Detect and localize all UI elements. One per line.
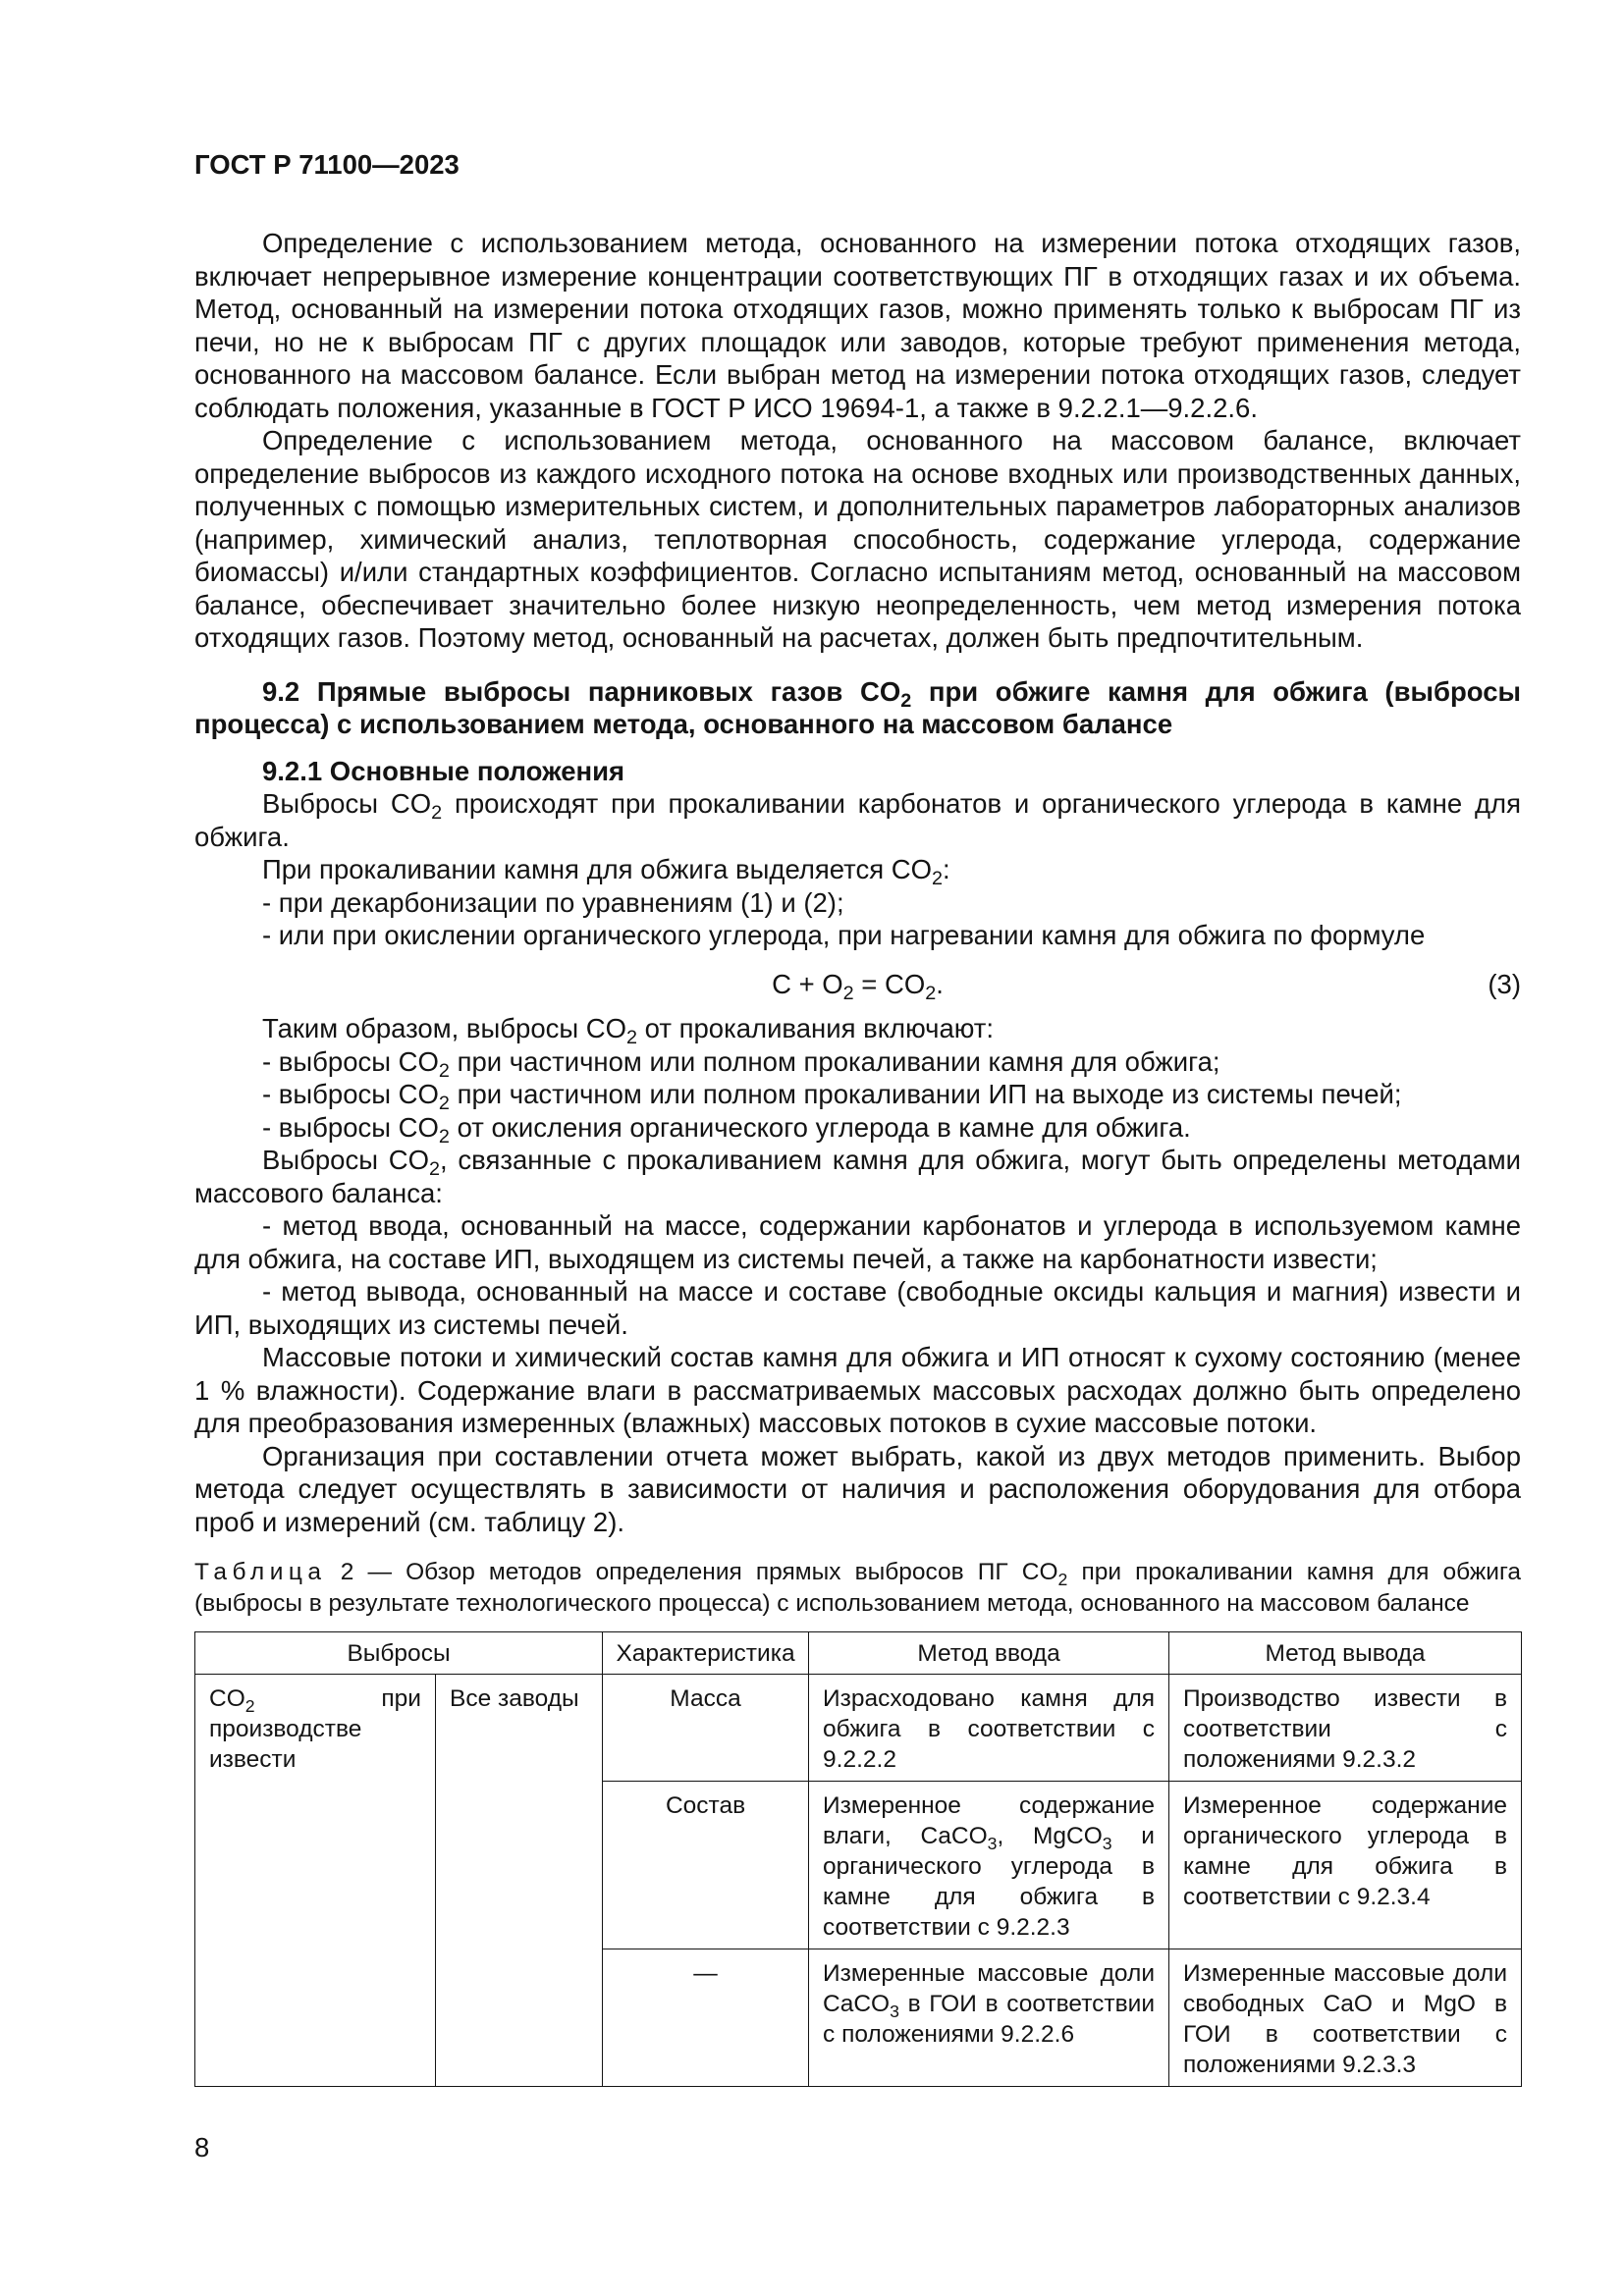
table-cell-output-method [1169, 1782, 1522, 1949]
subscript: 2 [925, 982, 937, 1004]
page-content [194, 227, 1521, 2087]
table-caption-label: Таблица [194, 1559, 327, 1585]
page-number: 8 [194, 2132, 210, 2163]
list-item-decarbonization: - при декарбонизации по уравнениям (1) и (2); [262, 886, 844, 918]
text-run: При прокаливании камня для обжига выделяется CO [262, 854, 932, 884]
text-run: от окисления органического углерода в камне для обжига. [449, 1111, 1191, 1143]
table-header-input-method: Метод ввода [809, 1632, 1169, 1675]
subscript: 2 [244, 1695, 255, 1716]
list-item-calcination-stone [194, 1045, 1521, 1082]
subscript: 2 [900, 689, 912, 712]
formula-expression [772, 968, 944, 1004]
text-run: от прокаливания включают: [637, 1013, 994, 1043]
paragraph-mass-balance: Определение с использованием метода, основанного на массовом балансе, включает определение выбросов из каждого исходного потока на основе входных или производственных данных, полученных с помощью измерительных систем, и дополнительных параметров лабораторных анализов (например, химический анализ, теплотворная способность, содержание углерода, содержание биомассы) и/или стандартных коэффициентов. Согласно испытаниям метод, основанный на массовом балансе, обеспечивает значительно более низкую неопределенность, чем метод измерения потока отходящих газов. Поэтому метод, основанный на расчетах, должен быть предпочтительным. [194, 425, 1521, 653]
table-caption [194, 1557, 1521, 1619]
table-cell-scope: Все заводы [436, 1675, 603, 2087]
text-run: - выбросы CO [262, 1079, 439, 1109]
table-header-characteristic: Характеристика [603, 1632, 809, 1675]
list-item-output-method: - метод вывода, основанный на массе и составе (свободные оксиды кальция и магния) извести и ИП, выходящих из системы печей. [194, 1276, 1521, 1340]
paragraph-mass-balance-methods [194, 1144, 1521, 1209]
text-run: Измеренные массовые доли CaCO [823, 1960, 1156, 2018]
section-9-2-1-heading: 9.2.1 Основные положения [262, 755, 625, 786]
text-run: : [943, 854, 950, 884]
paragraph-emission-sources [194, 787, 1521, 853]
text-run: в ГОИ в соответствии с положениями 9.2.2.6 [823, 1991, 1156, 2049]
text-run: Измеренное содержание органического углерода в камне для обжига в соответствии с 9.2.3.4 [1183, 1792, 1508, 1911]
subscript: 2 [626, 1027, 638, 1049]
text-run: , MgCO [997, 1823, 1103, 1850]
text-run: происходят при прокаливании карбонатов и органического углерода в камне для обжига. [194, 788, 1521, 852]
subscript: 2 [438, 1093, 450, 1115]
list-item-calcination-dust [194, 1078, 1521, 1115]
text-run: Измеренные массовые доли свободных CaO и MgO в ГОИ в соответствии с положениями 9.2.3.3 [1183, 1960, 1508, 2079]
table-cell-characteristic: — [603, 1949, 809, 2087]
list-item-input-method: - метод ввода, основанный на массе, содержании карбонатов и углерода в используемом камне для обжига, на составе ИП, выходящем из системы печей, а также на карбонатности извести; [194, 1210, 1521, 1274]
paragraph-calcination-release [194, 853, 1521, 890]
subscript: 2 [438, 1125, 450, 1148]
table-head [195, 1632, 1522, 1675]
subscript: 3 [890, 2001, 899, 2021]
subscript: 3 [987, 1833, 998, 1853]
text-run: при частичном или полном прокаливании ИП на выходе из системы печей; [449, 1079, 1402, 1109]
text-run: при прокаливании камня для обжига (выбросы в результате технологического процесса) с использованием метода, основанного на массовом балансе [194, 1559, 1521, 1617]
table-cell-emission-type [195, 1675, 436, 2087]
table-cell-input-method [809, 1949, 1169, 2087]
paragraph-dry-basis: Массовые потоки и химический состав камня для обжига и ИП относят к сухому состоянию (менее 1 % влажности). Содержание влаги в рассматриваемых массовых расходах должно быть определено для преобразования измеренных (влажных) массовых потоков в сухие массовые потоки. [194, 1342, 1521, 1438]
table-cell-characteristic: Масса [603, 1675, 809, 1782]
text-run: Выбросы CO [262, 1145, 429, 1175]
table-cell-output-method [1169, 1675, 1522, 1782]
text-run: - выбросы CO [262, 1045, 439, 1077]
text-run: 9.2 Прямые выбросы парниковых газов CO [262, 675, 901, 707]
table-header-row [195, 1632, 1522, 1675]
table-cell-characteristic: Состав [603, 1782, 809, 1949]
text-run: при обжиге камня для обжига (выбросы процесса) с использованием метода, основанного на массовом балансе [194, 675, 1521, 739]
subscript: 3 [1102, 1833, 1112, 1853]
subscript: 2 [431, 802, 443, 825]
text-run: при производстве извести [209, 1685, 421, 1774]
subscript: 2 [842, 982, 854, 1004]
methods-table [194, 1631, 1522, 2087]
text-run: , связанные с прокаливанием камня для обжига, могут быть определены методами массового баланса: [194, 1145, 1521, 1208]
formula-3 [194, 968, 1521, 1004]
text-run: = CO [853, 968, 926, 999]
paragraph-includes-intro [194, 1012, 1521, 1049]
table-caption-text [194, 1559, 1521, 1617]
section-9-2-heading [194, 675, 1521, 741]
paragraph-flow-method: Определение с использованием метода, основанного на измерении потока отходящих газов, включает непрерывное измерение концентрации соответствующих ПГ в отходящих газах и их объема. Метод, основанный на измерении потока отходящих газов, можно применять только к выбросам ПГ из печи, но не к выбросам ПГ с других площадок или заводов, которые требуют применения метода, основанного на массовом балансе. Если выбран метод на измерении потока отходящих газов, следует соблюдать положения, указанные в ГОСТ Р ИСО 19694-1, а также в 9.2.2.1—9.2.2.6. [194, 228, 1521, 423]
document-code-header: ГОСТ Р 71100—2023 [194, 149, 460, 180]
text-run: - выбросы CO [262, 1111, 439, 1143]
subscript: 2 [1057, 1569, 1068, 1589]
text-run: . [936, 968, 944, 999]
text-run: и органического углерода в камне для обжига в соответствии с 9.2.2.3 [823, 1823, 1156, 1942]
formula-number: (3) [1488, 968, 1521, 999]
text-run: Выбросы CO [262, 788, 432, 819]
text-run: Израсходовано камня для обжига в соответствии с 9.2.2.2 [823, 1685, 1156, 1774]
list-item-organic-oxidation [194, 1111, 1521, 1148]
text-run: CO [209, 1685, 245, 1713]
text-run: Таким образом, выбросы CO [262, 1013, 627, 1043]
table-cell-input-method [809, 1782, 1169, 1949]
subscript: 2 [428, 1158, 440, 1181]
list-item-oxidation: - или при окислении органического углерода, при нагревании камня для обжига по формуле [262, 920, 1426, 950]
table-cell-input-method [809, 1675, 1169, 1782]
table-row [195, 1675, 1522, 1782]
text-run: при частичном или полном прокаливании камня для обжига; [449, 1045, 1220, 1077]
text-run: Измеренное содержание влаги, CaCO [823, 1792, 1156, 1850]
table-caption-number: 2 [340, 1559, 354, 1585]
paragraph-method-choice: Организация при составлении отчета может выбрать, какой из двух методов применить. Выбор метода следует осуществлять в зависимости от наличия и расположения оборудования для отбора проб и измерений (см. таблицу 2). [194, 1440, 1521, 1537]
subscript: 2 [932, 868, 944, 890]
table-header-emissions: Выбросы [195, 1632, 603, 1675]
text-run: Производство извести в соответствии с положениями 9.2.3.2 [1183, 1685, 1508, 1774]
table-body [195, 1675, 1522, 2087]
table-cell-output-method [1169, 1949, 1522, 2087]
text-run: — Обзор методов определения прямых выбросов ПГ CO [367, 1559, 1058, 1585]
table-header-output-method: Метод вывода [1169, 1632, 1522, 1675]
subscript: 2 [438, 1059, 450, 1082]
text-run: C + O [772, 968, 843, 999]
